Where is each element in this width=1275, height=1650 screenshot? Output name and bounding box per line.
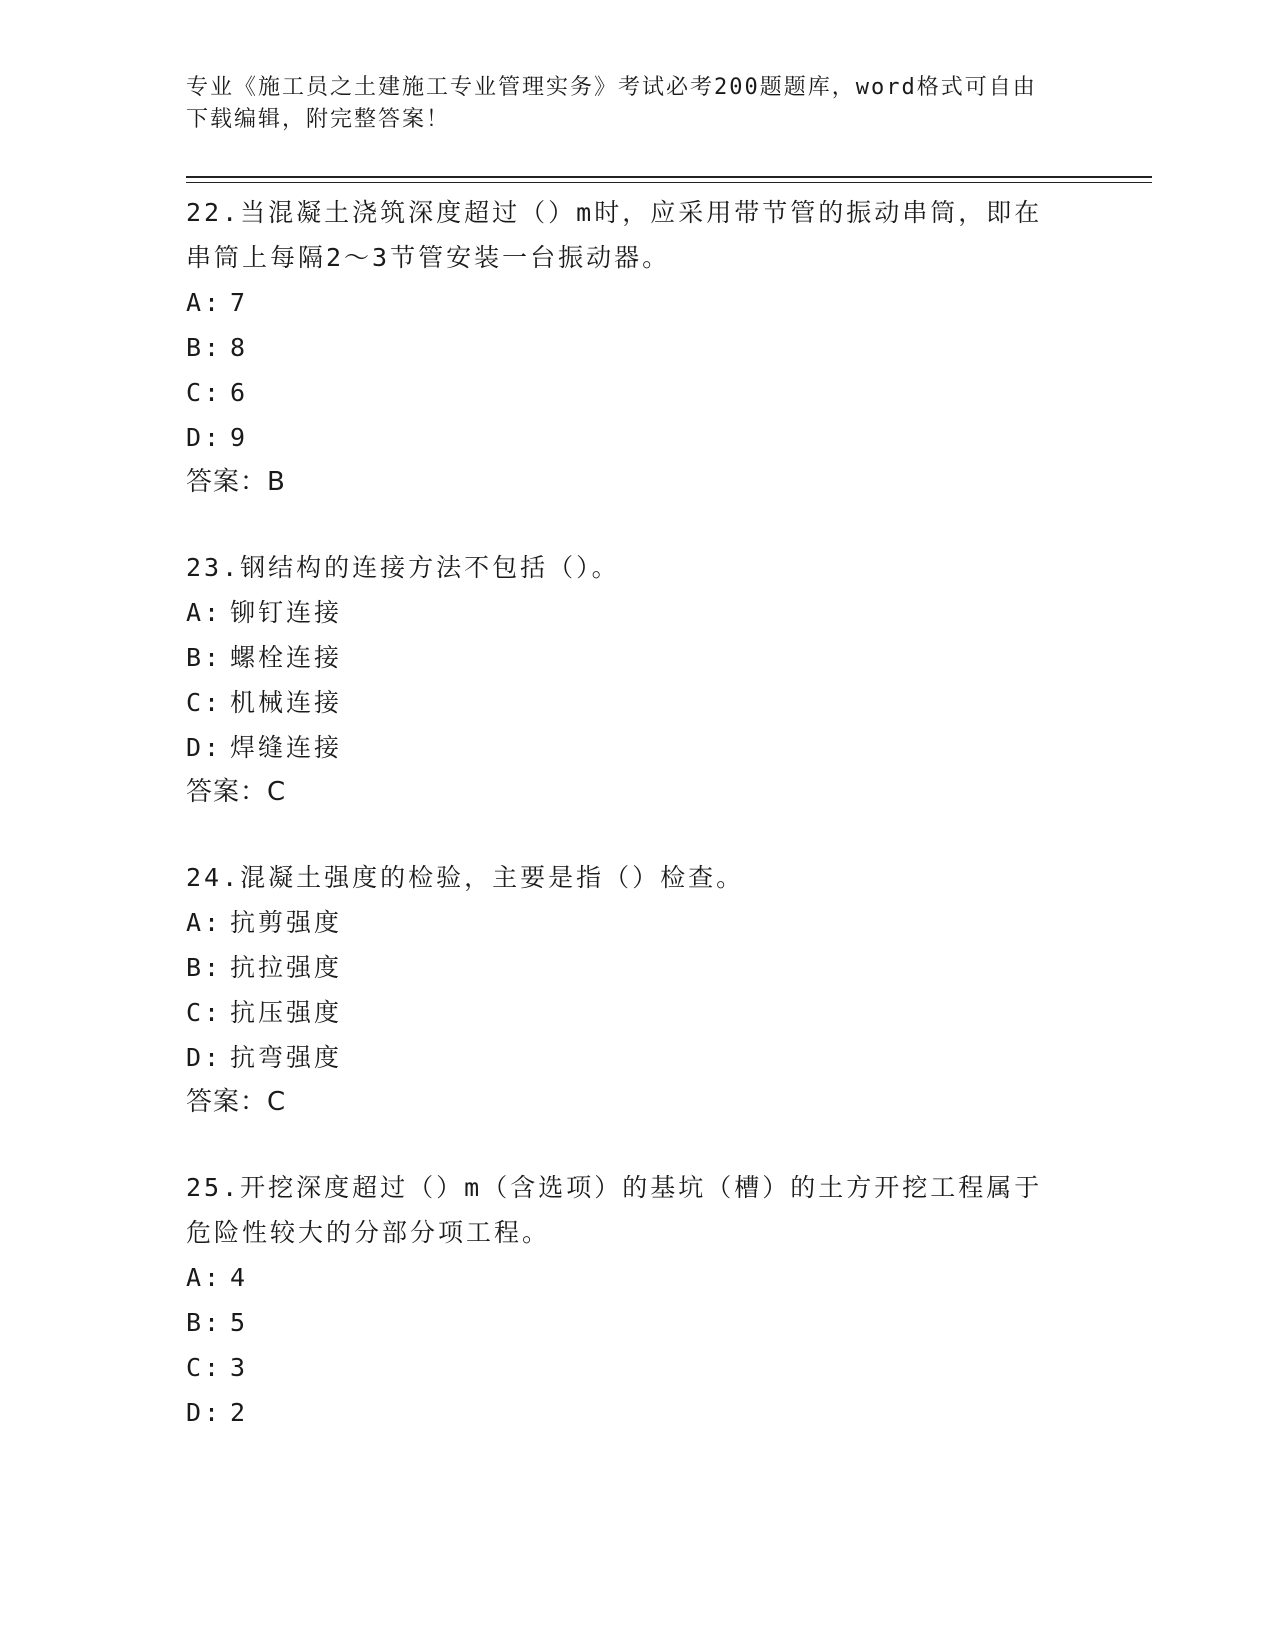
option-text: 4 (230, 1263, 249, 1292)
question-text-continued: 串筒上每隔2～3节管安装一台振动器。 (186, 243, 671, 272)
option-letter: B: (186, 1308, 223, 1337)
option-d (186, 1035, 1066, 1080)
option-d (186, 725, 1066, 770)
option-letter: A: (186, 288, 223, 317)
option-text: 机械连接 (230, 688, 343, 717)
question-25 (186, 1165, 1066, 1435)
option-d (186, 1390, 1066, 1435)
option-text: 5 (230, 1308, 249, 1337)
option-text: 抗弯强度 (230, 1043, 343, 1072)
option-letter: C: (186, 1353, 223, 1382)
option-text: 6 (230, 378, 249, 407)
option-c (186, 680, 1066, 725)
question-list (186, 190, 1066, 1475)
option-text: 铆钉连接 (230, 598, 343, 627)
option-text: 7 (230, 288, 249, 317)
option-text: 8 (230, 333, 249, 362)
question-text-continued: 危险性较大的分部分项工程。 (186, 1218, 551, 1247)
question-text: 24.混凝土强度的检验，主要是指（）检查。 (186, 863, 745, 892)
option-a (186, 280, 1066, 325)
option-letter: B: (186, 953, 223, 982)
option-text: 抗拉强度 (230, 953, 343, 982)
question-22 (186, 190, 1066, 505)
option-c (186, 990, 1066, 1035)
option-letter: C: (186, 688, 223, 717)
option-letter: A: (186, 1263, 223, 1292)
option-c (186, 1345, 1066, 1390)
header-divider-thick (186, 176, 1152, 178)
option-b (186, 945, 1066, 990)
header-divider-thin (186, 182, 1152, 183)
option-letter: D: (186, 423, 223, 452)
option-c (186, 370, 1066, 415)
question-text: 23.钢结构的连接方法不包括（）。 (186, 553, 620, 582)
question-text: 25.开挖深度超过（）m（含选项）的基坑（槽）的土方开挖工程属于 (186, 1173, 1043, 1202)
option-a (186, 590, 1066, 635)
option-a (186, 1255, 1066, 1300)
option-text: 抗压强度 (230, 998, 343, 1027)
option-letter: D: (186, 733, 223, 762)
option-text: 3 (230, 1353, 249, 1382)
option-letter: C: (186, 378, 223, 407)
header-line-2: 下载编辑，附完整答案！ (186, 107, 451, 132)
option-b (186, 635, 1066, 680)
answer-line: 答案：B (186, 467, 286, 497)
option-letter: B: (186, 333, 223, 362)
option-text: 抗剪强度 (230, 908, 343, 937)
document-header (186, 72, 1066, 136)
answer-line: 答案：C (186, 1087, 287, 1117)
option-text: 9 (230, 423, 249, 452)
option-d (186, 415, 1066, 460)
option-letter: C: (186, 998, 223, 1027)
option-a (186, 900, 1066, 945)
header-line-1: 专业《施工员之土建施工专业管理实务》考试必考200题题库，word格式可自由 (186, 75, 1037, 100)
option-text: 螺栓连接 (230, 643, 343, 672)
question-23 (186, 545, 1066, 815)
option-letter: A: (186, 598, 223, 627)
option-letter: A: (186, 908, 223, 937)
option-text: 焊缝连接 (230, 733, 343, 762)
option-letter: D: (186, 1398, 223, 1427)
question-text: 22.当混凝土浇筑深度超过（）m时，应采用带节管的振动串筒，即在 (186, 198, 1043, 227)
option-letter: D: (186, 1043, 223, 1072)
option-text: 2 (230, 1398, 249, 1427)
question-24 (186, 855, 1066, 1125)
option-letter: B: (186, 643, 223, 672)
option-b (186, 325, 1066, 370)
answer-line: 答案：C (186, 777, 287, 807)
option-b (186, 1300, 1066, 1345)
